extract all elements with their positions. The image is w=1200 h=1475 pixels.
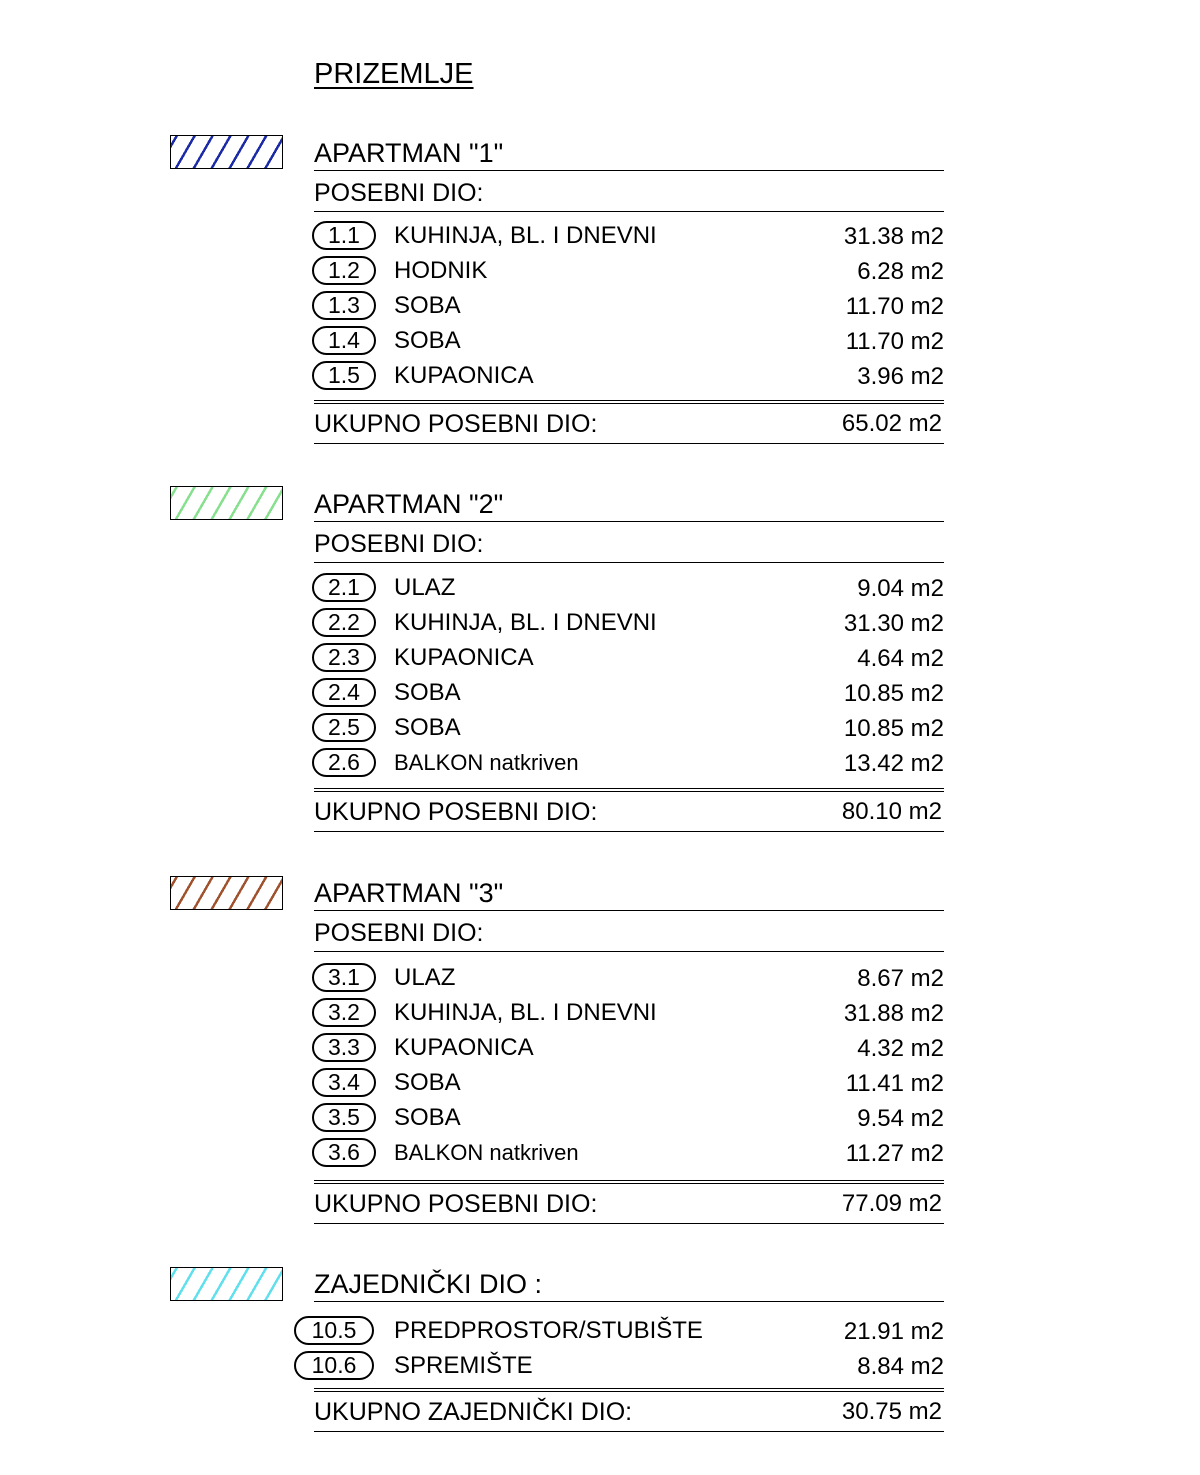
room-row bbox=[0, 1030, 1200, 1065]
room-number-badge: 2.6 bbox=[312, 748, 376, 777]
room-name: KUPAONICA bbox=[394, 644, 534, 671]
room-area: 10.85 m2 bbox=[843, 715, 944, 742]
room-number-badge: 1.2 bbox=[312, 256, 376, 285]
total-label: UKUPNO POSEBNI DIO: bbox=[314, 1190, 598, 1218]
total-row-apartman-3 bbox=[314, 1180, 944, 1224]
room-number-badge: 10.5 bbox=[294, 1316, 374, 1345]
subsection-title: POSEBNI DIO: bbox=[314, 176, 944, 212]
room-row bbox=[0, 358, 1200, 393]
room-area: 21.91 m2 bbox=[843, 1318, 944, 1345]
legend-hatch-apartman-3 bbox=[170, 876, 283, 910]
room-area: 13.42 m2 bbox=[843, 750, 944, 777]
room-name: SOBA bbox=[394, 292, 461, 319]
room-area: 4.64 m2 bbox=[857, 645, 944, 672]
room-row bbox=[0, 570, 1200, 605]
room-area: 4.32 m2 bbox=[857, 1035, 944, 1062]
room-row bbox=[0, 288, 1200, 323]
room-row bbox=[0, 1100, 1200, 1135]
room-area: 6.28 m2 bbox=[857, 258, 944, 285]
room-area: 10.85 m2 bbox=[843, 680, 944, 707]
room-area: 3.96 m2 bbox=[857, 363, 944, 390]
total-label: UKUPNO ZAJEDNIČKI DIO: bbox=[314, 1398, 633, 1426]
total-label: UKUPNO POSEBNI DIO: bbox=[314, 410, 598, 438]
room-number-badge: 3.4 bbox=[312, 1068, 376, 1097]
section-title-apartman-2: APARTMAN "2" bbox=[314, 486, 944, 522]
legend-hatch-apartman-1 bbox=[170, 135, 283, 169]
room-area: 31.88 m2 bbox=[843, 1000, 944, 1027]
room-row bbox=[0, 253, 1200, 288]
subsection-title: POSEBNI DIO: bbox=[314, 916, 944, 952]
room-name: HODNIK bbox=[394, 257, 488, 284]
legend-hatch-apartman-2 bbox=[170, 486, 283, 520]
section-title-zajednicki: ZAJEDNIČKI DIO : bbox=[314, 1266, 944, 1302]
legend-hatch-zajednicki bbox=[170, 1267, 283, 1301]
total-label: UKUPNO POSEBNI DIO: bbox=[314, 798, 598, 826]
total-value: 77.09 m2 bbox=[841, 1190, 942, 1217]
room-area: 11.70 m2 bbox=[845, 293, 944, 320]
room-row bbox=[0, 323, 1200, 358]
room-name: PREDPROSTOR/STUBIŠTE bbox=[394, 1317, 703, 1344]
room-number-badge: 2.4 bbox=[312, 678, 376, 707]
room-area: 9.04 m2 bbox=[857, 575, 944, 602]
room-number-badge: 3.2 bbox=[312, 998, 376, 1027]
room-row bbox=[0, 1135, 1200, 1170]
total-row-zajednicki bbox=[314, 1388, 944, 1432]
room-number-badge: 1.5 bbox=[312, 361, 376, 390]
room-row bbox=[0, 960, 1200, 995]
room-name: SOBA bbox=[394, 1104, 461, 1131]
room-number-badge: 3.3 bbox=[312, 1033, 376, 1062]
subsection-title: POSEBNI DIO: bbox=[314, 527, 944, 563]
room-name: BALKON natkriven bbox=[394, 750, 579, 775]
room-area: 8.67 m2 bbox=[857, 965, 944, 992]
room-number-badge: 3.1 bbox=[312, 963, 376, 992]
room-name: SOBA bbox=[394, 714, 461, 741]
room-row bbox=[0, 605, 1200, 640]
room-name: ULAZ bbox=[394, 964, 456, 991]
room-name: KUPAONICA bbox=[394, 1034, 534, 1061]
room-area: 11.41 m2 bbox=[845, 1070, 944, 1097]
room-number-badge: 10.6 bbox=[294, 1351, 374, 1380]
room-number-badge: 2.2 bbox=[312, 608, 376, 637]
section-title-apartman-3: APARTMAN "3" bbox=[314, 875, 944, 911]
room-row bbox=[0, 1348, 1200, 1383]
room-row bbox=[0, 218, 1200, 253]
room-number-badge: 1.4 bbox=[312, 326, 376, 355]
room-number-badge: 2.1 bbox=[312, 573, 376, 602]
room-row bbox=[0, 640, 1200, 675]
total-value: 80.10 m2 bbox=[841, 798, 942, 825]
room-name: SOBA bbox=[394, 1069, 461, 1096]
room-row bbox=[0, 1313, 1200, 1348]
room-area: 31.30 m2 bbox=[843, 610, 944, 637]
total-row-apartman-2 bbox=[314, 788, 944, 832]
room-name: SOBA bbox=[394, 327, 461, 354]
room-row bbox=[0, 710, 1200, 745]
room-area: 9.54 m2 bbox=[857, 1105, 944, 1132]
room-row bbox=[0, 995, 1200, 1030]
room-name: KUHINJA, BL. I DNEVNI bbox=[394, 609, 657, 636]
room-name: KUHINJA, BL. I DNEVNI bbox=[394, 999, 657, 1026]
total-value: 65.02 m2 bbox=[841, 410, 942, 437]
page-title: PRIZEMLJE bbox=[314, 58, 474, 90]
room-number-badge: 3.6 bbox=[312, 1138, 376, 1167]
room-name: KUHINJA, BL. I DNEVNI bbox=[394, 222, 657, 249]
total-row-apartman-1 bbox=[314, 400, 944, 444]
room-row bbox=[0, 745, 1200, 780]
room-area: 31.38 m2 bbox=[843, 223, 944, 250]
room-row bbox=[0, 675, 1200, 710]
total-value: 30.75 m2 bbox=[841, 1398, 942, 1425]
room-number-badge: 1.3 bbox=[312, 291, 376, 320]
room-number-badge: 2.5 bbox=[312, 713, 376, 742]
room-area: 11.27 m2 bbox=[845, 1140, 944, 1167]
room-name: ULAZ bbox=[394, 574, 456, 601]
room-number-badge: 1.1 bbox=[312, 221, 376, 250]
room-row bbox=[0, 1065, 1200, 1100]
room-number-badge: 3.5 bbox=[312, 1103, 376, 1132]
room-name: KUPAONICA bbox=[394, 362, 534, 389]
room-name: BALKON natkriven bbox=[394, 1140, 579, 1165]
room-name: SOBA bbox=[394, 679, 461, 706]
room-number-badge: 2.3 bbox=[312, 643, 376, 672]
room-area: 11.70 m2 bbox=[845, 328, 944, 355]
room-name: SPREMIŠTE bbox=[394, 1352, 533, 1379]
room-area: 8.84 m2 bbox=[857, 1353, 944, 1380]
section-title-apartman-1: APARTMAN "1" bbox=[314, 135, 944, 171]
